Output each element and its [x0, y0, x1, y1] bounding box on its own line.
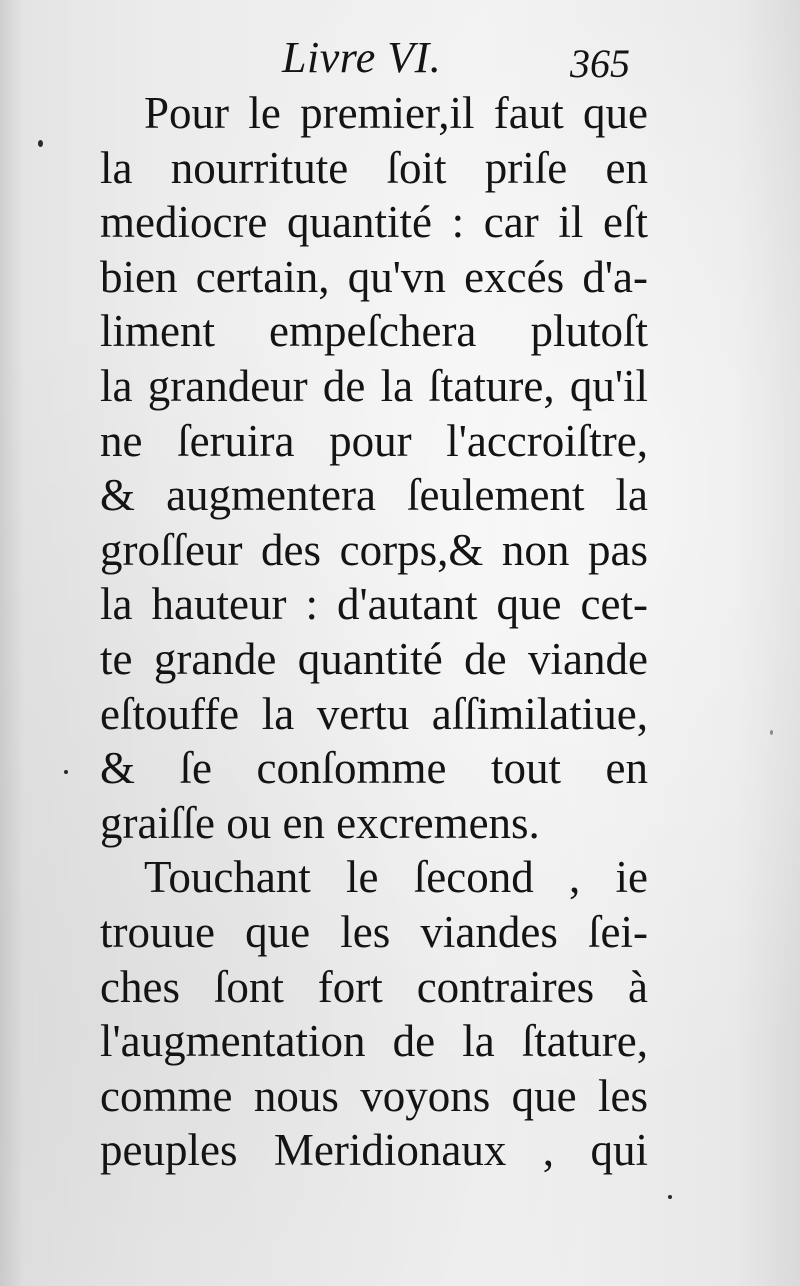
paper-speck [64, 770, 68, 774]
text-line: comme nous voyons que les [100, 1070, 648, 1121]
text-line: la grandeur de la ſtature, qu'il [100, 360, 648, 411]
text-line: & augmentera ſeulement la [100, 470, 648, 521]
text-line: ne ſeruira pour l'accroiſtre, [100, 415, 648, 466]
text-line: l'augmentation de la ſtature, [100, 1016, 648, 1067]
paper-speck [38, 140, 43, 147]
text-line: mediocre quantité : car il eſt [100, 197, 648, 248]
body-text [100, 86, 648, 1178]
text-line: Touchant le ſecond , ie [144, 852, 648, 903]
text-line: bien certain, qu'vn excés d'a- [100, 251, 648, 302]
paper-speck [668, 1195, 672, 1199]
page-number: 365 [570, 41, 630, 86]
text-line: peuples Meridionaux , qui [100, 1125, 648, 1176]
text-line: Pour le premier,il faut que [144, 88, 648, 138]
running-head: Livre VI. [282, 33, 442, 82]
page-header [0, 28, 800, 88]
text-line: groſſeur des corps,& non pas [100, 524, 648, 575]
text-line: trouue que les viandes ſei- [100, 906, 648, 957]
text-line: la hauteur : d'autant que cet- [100, 579, 648, 630]
text-line: liment empeſchera plutoſt [100, 306, 648, 357]
text-line: ches ſont fort contraires à [100, 961, 648, 1012]
paper-speck [770, 730, 773, 735]
text-line: la nourritute ſoit priſe en [100, 142, 648, 193]
text-line: eſtouffe la vertu aſſimilatiue, [100, 688, 648, 739]
text-line: & ſe conſomme tout en [100, 743, 648, 794]
text-line: graiſſe ou en excremens. [100, 797, 540, 848]
text-line: te grande quantité de viande [100, 633, 648, 684]
